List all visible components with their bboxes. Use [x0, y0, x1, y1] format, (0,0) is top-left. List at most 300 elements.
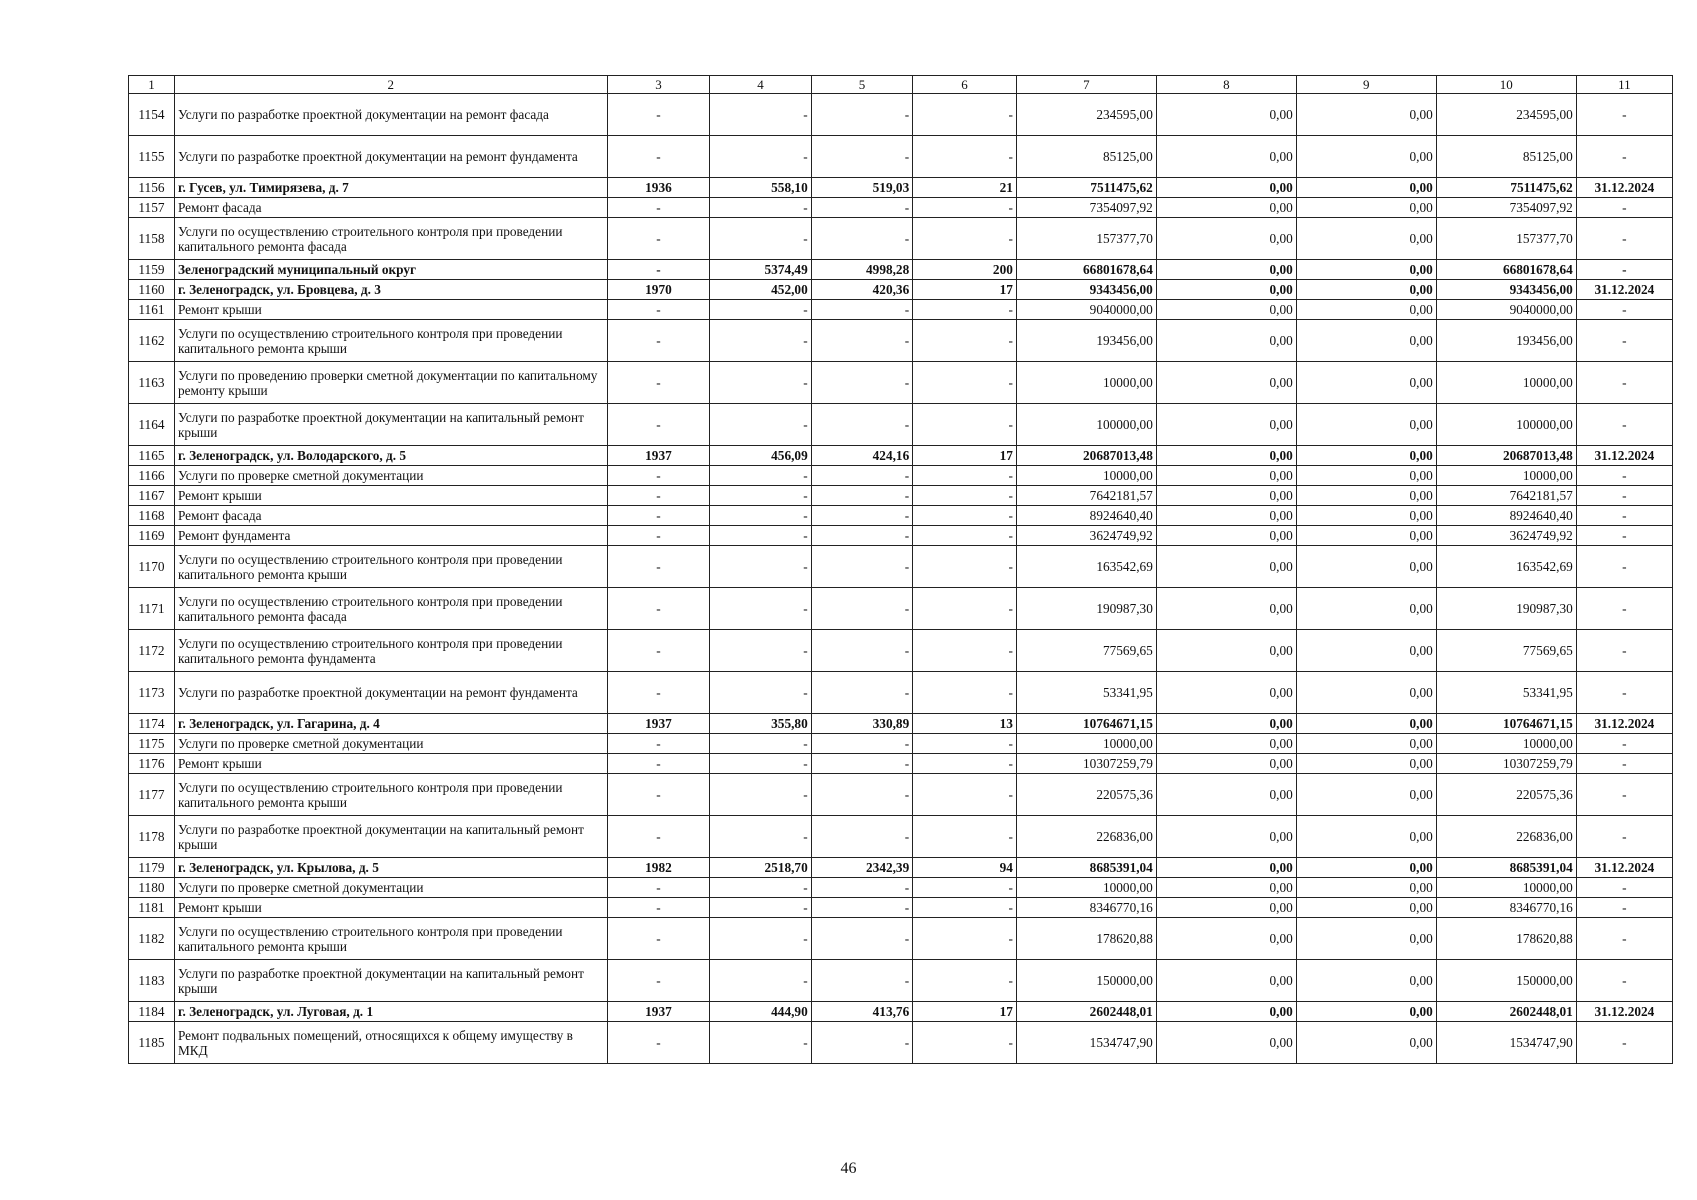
cost-col-10-cell: 10307259,79: [1436, 754, 1576, 774]
cost-col-8-cell: 0,00: [1156, 446, 1296, 466]
cost-col-9-cell: 0,00: [1296, 714, 1436, 734]
year-built-cell: -: [607, 362, 710, 404]
cost-col-10-cell: 8924640,40: [1436, 506, 1576, 526]
cost-col-10-cell: 226836,00: [1436, 816, 1576, 858]
row-name-cell: Услуги по проверке сметной документации: [174, 878, 607, 898]
cost-col-8-cell: 0,00: [1156, 630, 1296, 672]
cost-col-8-cell: 0,00: [1156, 816, 1296, 858]
living-area-cell: 413,76: [811, 1002, 913, 1022]
living-area-cell: -: [811, 218, 913, 260]
total-area-cell: -: [710, 588, 812, 630]
cost-col-8-cell: 0,00: [1156, 918, 1296, 960]
total-cost-cell: 20687013,48: [1016, 446, 1156, 466]
col-header-10: 10: [1436, 76, 1576, 94]
table-row: [129, 858, 1673, 878]
total-cost-cell: 10000,00: [1016, 466, 1156, 486]
year-built-cell: 1936: [607, 178, 710, 198]
cost-col-9-cell: 0,00: [1296, 218, 1436, 260]
total-area-cell: 355,80: [710, 714, 812, 734]
table-row: [129, 404, 1673, 446]
living-area-cell: 4998,28: [811, 260, 913, 280]
cost-col-10-cell: 10000,00: [1436, 362, 1576, 404]
residents-count-cell: -: [913, 198, 1017, 218]
completion-date-cell: -: [1576, 300, 1672, 320]
total-cost-cell: 226836,00: [1016, 816, 1156, 858]
cost-col-8-cell: 0,00: [1156, 362, 1296, 404]
cost-col-8-cell: 0,00: [1156, 546, 1296, 588]
year-built-cell: -: [607, 754, 710, 774]
total-area-cell: -: [710, 878, 812, 898]
cost-col-9-cell: 0,00: [1296, 362, 1436, 404]
year-built-cell: 1937: [607, 1002, 710, 1022]
cost-col-9-cell: 0,00: [1296, 878, 1436, 898]
row-number-cell: 1178: [129, 816, 175, 858]
total-area-cell: -: [710, 754, 812, 774]
total-area-cell: -: [710, 362, 812, 404]
cost-col-9-cell: 0,00: [1296, 1002, 1436, 1022]
year-built-cell: -: [607, 960, 710, 1002]
living-area-cell: -: [811, 754, 913, 774]
total-cost-cell: 190987,30: [1016, 588, 1156, 630]
row-number-cell: 1163: [129, 362, 175, 404]
row-number-cell: 1182: [129, 918, 175, 960]
residents-count-cell: -: [913, 898, 1017, 918]
residents-count-cell: 17: [913, 1002, 1017, 1022]
total-cost-cell: 53341,95: [1016, 672, 1156, 714]
residents-count-cell: 17: [913, 280, 1017, 300]
residents-count-cell: -: [913, 466, 1017, 486]
residents-count-cell: -: [913, 774, 1017, 816]
cost-col-10-cell: 9040000,00: [1436, 300, 1576, 320]
residents-count-cell: -: [913, 320, 1017, 362]
page-number: 46: [840, 1160, 857, 1177]
table-row: [129, 526, 1673, 546]
total-cost-cell: 3624749,92: [1016, 526, 1156, 546]
row-name-cell: Ремонт подвальных помещений, относящихся к общему имуществу в МКД: [174, 1022, 607, 1064]
cost-col-8-cell: 0,00: [1156, 1022, 1296, 1064]
year-built-cell: -: [607, 526, 710, 546]
cost-col-10-cell: 20687013,48: [1436, 446, 1576, 466]
completion-date-cell: -: [1576, 816, 1672, 858]
cost-col-9-cell: 0,00: [1296, 198, 1436, 218]
year-built-cell: -: [607, 672, 710, 714]
completion-date-cell: 31.12.2024: [1576, 858, 1672, 878]
cost-col-9-cell: 0,00: [1296, 506, 1436, 526]
total-area-cell: 5374,49: [710, 260, 812, 280]
total-cost-cell: 85125,00: [1016, 136, 1156, 178]
table-row: [129, 878, 1673, 898]
living-area-cell: -: [811, 320, 913, 362]
cost-col-8-cell: 0,00: [1156, 506, 1296, 526]
residents-count-cell: -: [913, 526, 1017, 546]
year-built-cell: 1982: [607, 858, 710, 878]
living-area-cell: -: [811, 404, 913, 446]
table-row: [129, 94, 1673, 136]
cost-col-9-cell: 0,00: [1296, 754, 1436, 774]
living-area-cell: -: [811, 136, 913, 178]
cost-col-8-cell: 0,00: [1156, 218, 1296, 260]
total-cost-cell: 10307259,79: [1016, 754, 1156, 774]
residents-count-cell: 21: [913, 178, 1017, 198]
table-row: [129, 218, 1673, 260]
year-built-cell: -: [607, 136, 710, 178]
completion-date-cell: -: [1576, 526, 1672, 546]
cost-col-10-cell: 8685391,04: [1436, 858, 1576, 878]
living-area-cell: -: [811, 630, 913, 672]
living-area-cell: 424,16: [811, 446, 913, 466]
cost-col-8-cell: 0,00: [1156, 858, 1296, 878]
year-built-cell: -: [607, 546, 710, 588]
living-area-cell: -: [811, 898, 913, 918]
living-area-cell: -: [811, 960, 913, 1002]
row-name-cell: Ремонт фасада: [174, 506, 607, 526]
cost-col-9-cell: 0,00: [1296, 546, 1436, 588]
row-number-cell: 1168: [129, 506, 175, 526]
residents-count-cell: -: [913, 136, 1017, 178]
year-built-cell: -: [607, 486, 710, 506]
cost-col-9-cell: 0,00: [1296, 136, 1436, 178]
total-cost-cell: 10764671,15: [1016, 714, 1156, 734]
total-cost-cell: 157377,70: [1016, 218, 1156, 260]
year-built-cell: -: [607, 218, 710, 260]
cost-col-8-cell: 0,00: [1156, 526, 1296, 546]
table-row: [129, 918, 1673, 960]
year-built-cell: -: [607, 630, 710, 672]
total-cost-cell: 193456,00: [1016, 320, 1156, 362]
completion-date-cell: -: [1576, 546, 1672, 588]
row-name-cell: г. Гусев, ул. Тимирязева, д. 7: [174, 178, 607, 198]
table-row: [129, 486, 1673, 506]
cost-col-10-cell: 193456,00: [1436, 320, 1576, 362]
row-name-cell: Услуги по осуществлению строительного контроля при проведении капитального ремонта крыши: [174, 918, 607, 960]
row-number-cell: 1171: [129, 588, 175, 630]
row-number-cell: 1173: [129, 672, 175, 714]
completion-date-cell: -: [1576, 198, 1672, 218]
completion-date-cell: -: [1576, 754, 1672, 774]
table-row: [129, 446, 1673, 466]
cost-col-10-cell: 10764671,15: [1436, 714, 1576, 734]
row-name-cell: Услуги по разработке проектной документации на капитальный ремонт крыши: [174, 404, 607, 446]
residents-count-cell: -: [913, 506, 1017, 526]
row-name-cell: Услуги по проведению проверки сметной документации по капитальному ремонту крыши: [174, 362, 607, 404]
year-built-cell: -: [607, 878, 710, 898]
living-area-cell: -: [811, 506, 913, 526]
cost-col-8-cell: 0,00: [1156, 960, 1296, 1002]
total-cost-cell: 8685391,04: [1016, 858, 1156, 878]
completion-date-cell: -: [1576, 260, 1672, 280]
col-header-2: 2: [174, 76, 607, 94]
completion-date-cell: 31.12.2024: [1576, 1002, 1672, 1022]
row-number-cell: 1164: [129, 404, 175, 446]
row-number-cell: 1165: [129, 446, 175, 466]
residents-count-cell: -: [913, 734, 1017, 754]
residents-count-cell: 13: [913, 714, 1017, 734]
row-number-cell: 1179: [129, 858, 175, 878]
living-area-cell: -: [811, 878, 913, 898]
row-number-cell: 1184: [129, 1002, 175, 1022]
cost-col-10-cell: 157377,70: [1436, 218, 1576, 260]
row-name-cell: Ремонт крыши: [174, 754, 607, 774]
residents-count-cell: -: [913, 546, 1017, 588]
living-area-cell: -: [811, 1022, 913, 1064]
residents-count-cell: -: [913, 300, 1017, 320]
row-name-cell: Ремонт фасада: [174, 198, 607, 218]
row-name-cell: Услуги по разработке проектной документации на ремонт фундамента: [174, 672, 607, 714]
row-name-cell: Услуги по разработке проектной документации на ремонт фундамента: [174, 136, 607, 178]
row-number-cell: 1175: [129, 734, 175, 754]
cost-col-10-cell: 234595,00: [1436, 94, 1576, 136]
cost-col-8-cell: 0,00: [1156, 320, 1296, 362]
cost-col-8-cell: 0,00: [1156, 280, 1296, 300]
cost-col-9-cell: 0,00: [1296, 486, 1436, 506]
residents-count-cell: -: [913, 1022, 1017, 1064]
cost-col-8-cell: 0,00: [1156, 754, 1296, 774]
completion-date-cell: -: [1576, 672, 1672, 714]
table-row: [129, 198, 1673, 218]
living-area-cell: -: [811, 300, 913, 320]
table-row: [129, 898, 1673, 918]
table-row: [129, 506, 1673, 526]
cost-col-8-cell: 0,00: [1156, 466, 1296, 486]
year-built-cell: -: [607, 466, 710, 486]
completion-date-cell: -: [1576, 320, 1672, 362]
row-number-cell: 1185: [129, 1022, 175, 1064]
row-name-cell: Услуги по разработке проектной документации на капитальный ремонт крыши: [174, 960, 607, 1002]
table-row: [129, 816, 1673, 858]
row-name-cell: г. Зеленоградск, ул. Луговая, д. 1: [174, 1002, 607, 1022]
cost-col-9-cell: 0,00: [1296, 178, 1436, 198]
cost-col-10-cell: 7642181,57: [1436, 486, 1576, 506]
living-area-cell: -: [811, 526, 913, 546]
completion-date-cell: -: [1576, 960, 1672, 1002]
residents-count-cell: 94: [913, 858, 1017, 878]
total-area-cell: -: [710, 404, 812, 446]
row-number-cell: 1162: [129, 320, 175, 362]
row-name-cell: Услуги по осуществлению строительного контроля при проведении капитального ремонта фундамента: [174, 630, 607, 672]
cost-col-8-cell: 0,00: [1156, 94, 1296, 136]
cost-col-9-cell: 0,00: [1296, 300, 1436, 320]
cost-col-9-cell: 0,00: [1296, 918, 1436, 960]
row-name-cell: Услуги по осуществлению строительного контроля при проведении капитального ремонта фасада: [174, 218, 607, 260]
year-built-cell: -: [607, 320, 710, 362]
year-built-cell: -: [607, 588, 710, 630]
total-area-cell: -: [710, 506, 812, 526]
cost-col-10-cell: 9343456,00: [1436, 280, 1576, 300]
completion-date-cell: -: [1576, 506, 1672, 526]
cost-col-10-cell: 100000,00: [1436, 404, 1576, 446]
cost-col-9-cell: 0,00: [1296, 816, 1436, 858]
row-name-cell: Ремонт фундамента: [174, 526, 607, 546]
cost-col-10-cell: 66801678,64: [1436, 260, 1576, 280]
living-area-cell: -: [811, 774, 913, 816]
total-area-cell: 444,90: [710, 1002, 812, 1022]
completion-date-cell: -: [1576, 898, 1672, 918]
living-area-cell: -: [811, 734, 913, 754]
col-header-5: 5: [811, 76, 913, 94]
row-number-cell: 1154: [129, 94, 175, 136]
cost-col-9-cell: 0,00: [1296, 588, 1436, 630]
total-cost-cell: 1534747,90: [1016, 1022, 1156, 1064]
completion-date-cell: -: [1576, 918, 1672, 960]
cost-col-8-cell: 0,00: [1156, 178, 1296, 198]
living-area-cell: -: [811, 588, 913, 630]
row-name-cell: Ремонт крыши: [174, 300, 607, 320]
residents-count-cell: -: [913, 878, 1017, 898]
cost-col-10-cell: 150000,00: [1436, 960, 1576, 1002]
column-number-header-row: [129, 76, 1673, 94]
row-name-cell: г. Зеленоградск, ул. Крылова, д. 5: [174, 858, 607, 878]
cost-col-9-cell: 0,00: [1296, 94, 1436, 136]
total-area-cell: -: [710, 734, 812, 754]
table-row: [129, 320, 1673, 362]
total-cost-cell: 163542,69: [1016, 546, 1156, 588]
total-area-cell: -: [710, 630, 812, 672]
row-number-cell: 1172: [129, 630, 175, 672]
cost-col-9-cell: 0,00: [1296, 1022, 1436, 1064]
living-area-cell: -: [811, 362, 913, 404]
cost-col-9-cell: 0,00: [1296, 960, 1436, 1002]
living-area-cell: -: [811, 816, 913, 858]
cost-col-10-cell: 7511475,62: [1436, 178, 1576, 198]
cost-col-9-cell: 0,00: [1296, 774, 1436, 816]
col-header-7: 7: [1016, 76, 1156, 94]
year-built-cell: -: [607, 816, 710, 858]
total-cost-cell: 7354097,92: [1016, 198, 1156, 218]
table-row: [129, 546, 1673, 588]
cost-col-10-cell: 178620,88: [1436, 918, 1576, 960]
cost-col-9-cell: 0,00: [1296, 260, 1436, 280]
cost-col-8-cell: 0,00: [1156, 404, 1296, 446]
table-row: [129, 672, 1673, 714]
total-area-cell: -: [710, 774, 812, 816]
row-number-cell: 1181: [129, 898, 175, 918]
cost-col-8-cell: 0,00: [1156, 1002, 1296, 1022]
year-built-cell: -: [607, 1022, 710, 1064]
table-row: [129, 1002, 1673, 1022]
year-built-cell: -: [607, 198, 710, 218]
total-cost-cell: 150000,00: [1016, 960, 1156, 1002]
total-cost-cell: 234595,00: [1016, 94, 1156, 136]
row-name-cell: Услуги по осуществлению строительного контроля при проведении капитального ремонта крыши: [174, 320, 607, 362]
residents-count-cell: -: [913, 218, 1017, 260]
row-name-cell: Услуги по осуществлению строительного контроля при проведении капитального ремонта фасада: [174, 588, 607, 630]
residents-count-cell: -: [913, 486, 1017, 506]
row-name-cell: г. Зеленоградск, ул. Гагарина, д. 4: [174, 714, 607, 734]
row-name-cell: Услуги по проверке сметной документации: [174, 466, 607, 486]
row-number-cell: 1157: [129, 198, 175, 218]
residents-count-cell: -: [913, 918, 1017, 960]
living-area-cell: -: [811, 198, 913, 218]
year-built-cell: -: [607, 506, 710, 526]
col-header-4: 4: [710, 76, 812, 94]
table-row: [129, 774, 1673, 816]
total-cost-cell: 10000,00: [1016, 362, 1156, 404]
total-cost-cell: 8346770,16: [1016, 898, 1156, 918]
living-area-cell: -: [811, 94, 913, 136]
cost-col-9-cell: 0,00: [1296, 858, 1436, 878]
cost-col-10-cell: 53341,95: [1436, 672, 1576, 714]
living-area-cell: 330,89: [811, 714, 913, 734]
cost-col-8-cell: 0,00: [1156, 486, 1296, 506]
completion-date-cell: 31.12.2024: [1576, 178, 1672, 198]
table-row: [129, 178, 1673, 198]
completion-date-cell: -: [1576, 404, 1672, 446]
cost-col-8-cell: 0,00: [1156, 672, 1296, 714]
residents-count-cell: -: [913, 588, 1017, 630]
year-built-cell: -: [607, 260, 710, 280]
cost-col-9-cell: 0,00: [1296, 280, 1436, 300]
completion-date-cell: 31.12.2024: [1576, 446, 1672, 466]
cost-col-9-cell: 0,00: [1296, 734, 1436, 754]
living-area-cell: 519,03: [811, 178, 913, 198]
table-row: [129, 280, 1673, 300]
table-row: [129, 362, 1673, 404]
row-number-cell: 1156: [129, 178, 175, 198]
total-area-cell: -: [710, 320, 812, 362]
living-area-cell: 2342,39: [811, 858, 913, 878]
row-number-cell: 1155: [129, 136, 175, 178]
cost-col-8-cell: 0,00: [1156, 198, 1296, 218]
capital-repair-table: [128, 75, 1673, 1064]
cost-col-10-cell: 220575,36: [1436, 774, 1576, 816]
cost-col-9-cell: 0,00: [1296, 672, 1436, 714]
row-number-cell: 1167: [129, 486, 175, 506]
cost-col-8-cell: 0,00: [1156, 136, 1296, 178]
total-cost-cell: 10000,00: [1016, 878, 1156, 898]
total-area-cell: 558,10: [710, 178, 812, 198]
total-cost-cell: 100000,00: [1016, 404, 1156, 446]
table-row: [129, 466, 1673, 486]
year-built-cell: -: [607, 918, 710, 960]
cost-col-10-cell: 10000,00: [1436, 878, 1576, 898]
cost-col-8-cell: 0,00: [1156, 300, 1296, 320]
table-row: [129, 630, 1673, 672]
total-area-cell: 456,09: [710, 446, 812, 466]
total-area-cell: -: [710, 672, 812, 714]
completion-date-cell: 31.12.2024: [1576, 280, 1672, 300]
year-built-cell: 1937: [607, 714, 710, 734]
total-area-cell: 452,00: [710, 280, 812, 300]
cost-col-10-cell: 163542,69: [1436, 546, 1576, 588]
cost-col-8-cell: 0,00: [1156, 260, 1296, 280]
row-name-cell: Услуги по осуществлению строительного контроля при проведении капитального ремонта крыши: [174, 546, 607, 588]
row-name-cell: Ремонт крыши: [174, 898, 607, 918]
total-area-cell: -: [710, 526, 812, 546]
residents-count-cell: -: [913, 754, 1017, 774]
cost-col-10-cell: 77569,65: [1436, 630, 1576, 672]
col-header-9: 9: [1296, 76, 1436, 94]
residents-count-cell: 17: [913, 446, 1017, 466]
total-cost-cell: 220575,36: [1016, 774, 1156, 816]
total-area-cell: -: [710, 486, 812, 506]
completion-date-cell: -: [1576, 774, 1672, 816]
total-area-cell: -: [710, 816, 812, 858]
row-number-cell: 1174: [129, 714, 175, 734]
living-area-cell: -: [811, 918, 913, 960]
completion-date-cell: -: [1576, 1022, 1672, 1064]
row-number-cell: 1159: [129, 260, 175, 280]
table-row: [129, 260, 1673, 280]
row-number-cell: 1158: [129, 218, 175, 260]
row-number-cell: 1169: [129, 526, 175, 546]
completion-date-cell: 31.12.2024: [1576, 714, 1672, 734]
completion-date-cell: -: [1576, 136, 1672, 178]
completion-date-cell: -: [1576, 878, 1672, 898]
col-header-1: 1: [129, 76, 175, 94]
completion-date-cell: -: [1576, 362, 1672, 404]
table-row: [129, 300, 1673, 320]
total-area-cell: -: [710, 918, 812, 960]
